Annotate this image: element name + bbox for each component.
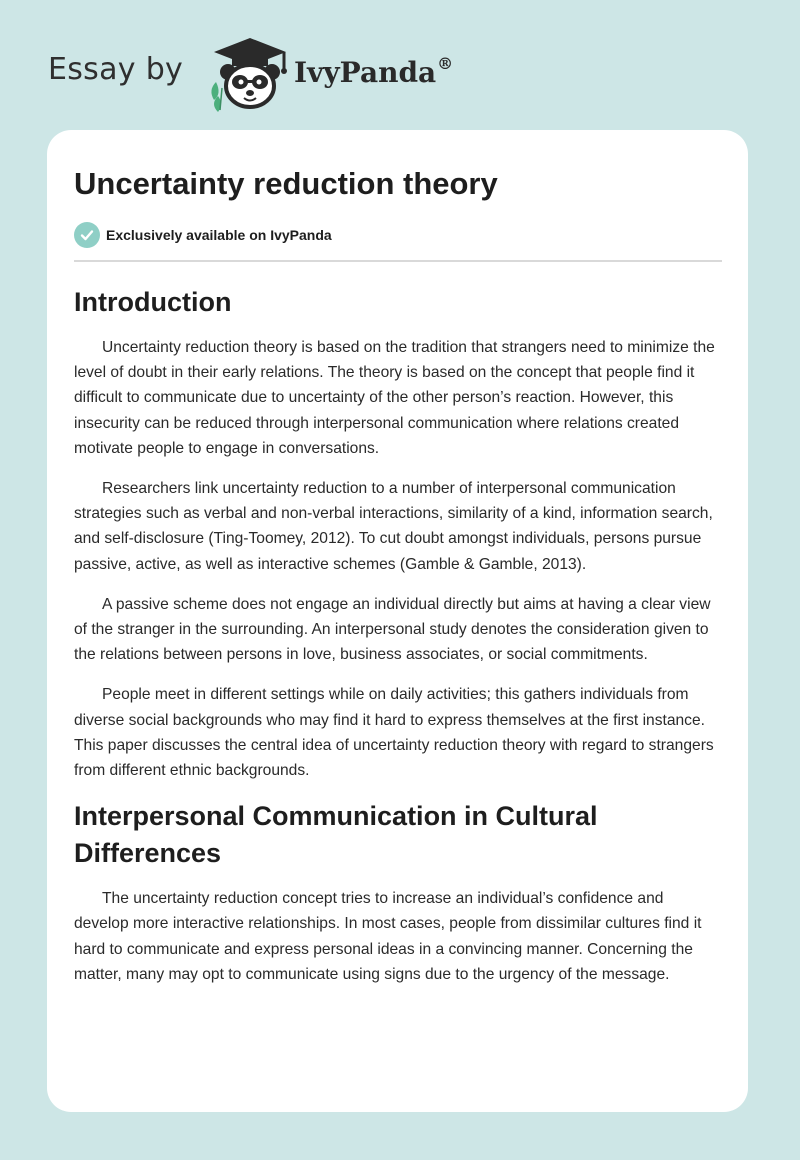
essay-by-label: Essay by <box>48 52 184 87</box>
section-body-introduction <box>74 335 722 783</box>
paragraph: Researchers link uncertainty reduction to a number of interpersonal communication strategies such as verbal and non-verbal interactions, similarity of a kind, information search, and self-disclosure (Ting-Toomey, 2012). To cut doubt amongst individuals, persons pursue passive, active, as well as interactive schemes (Gamble & Gamble, 2013). <box>74 480 713 573</box>
brand-logo-text[interactable] <box>294 56 453 89</box>
paragraph: People meet in different settings while on daily activities; this gathers individuals from diverse social backgrounds who may find it hard to express themselves at the first instance. This paper discusses the central idea of uncertainty reduction theory with regard to strangers from different ethnic backgrounds. <box>74 686 714 780</box>
site-header <box>48 30 508 110</box>
divider <box>74 260 722 262</box>
paragraph: The uncertainty reduction concept tries to increase an individual’s confidence and develop more interactive relationships. In most cases, people from dissimilar cultures find it hard to communicate and express personal ideas in a convincing manner. Concerning the matter, many may opt to communicate using signs due to the urgency of the message. <box>74 890 702 983</box>
brand-name: IvyPanda <box>294 56 437 89</box>
panda-graduate-icon[interactable] <box>204 36 294 112</box>
exclusive-label: Exclusively available on IvyPanda <box>106 227 332 243</box>
essay-card <box>47 130 748 1112</box>
check-circle-icon <box>74 222 100 248</box>
exclusive-badge <box>74 222 722 248</box>
section-heading-interpersonal-communication: Interpersonal Communication in Cultural Differences <box>74 801 598 869</box>
paragraph: A passive scheme does not engage an individual directly but aims at having a clear view of the stranger in the surrounding. An interpersonal study denotes the consideration given to the relations between persons in love, business associates, or social commitments. <box>74 595 711 664</box>
page-title: Uncertainty reduction theory <box>74 166 498 201</box>
section-body-interpersonal-communication <box>74 886 722 987</box>
paragraph: Uncertainty reduction theory is based on the tradition that strangers need to minimize the level of doubt in their early relations. The theory is based on the concept that people find it difficult to communicate due to uncertainty of the other person’s reaction. However, this insecurity can be reduced through interpersonal communication where relations created motivate people to engage in conversations. <box>74 339 715 457</box>
registered-mark: ® <box>437 54 454 73</box>
section-heading-introduction: Introduction <box>74 287 232 317</box>
